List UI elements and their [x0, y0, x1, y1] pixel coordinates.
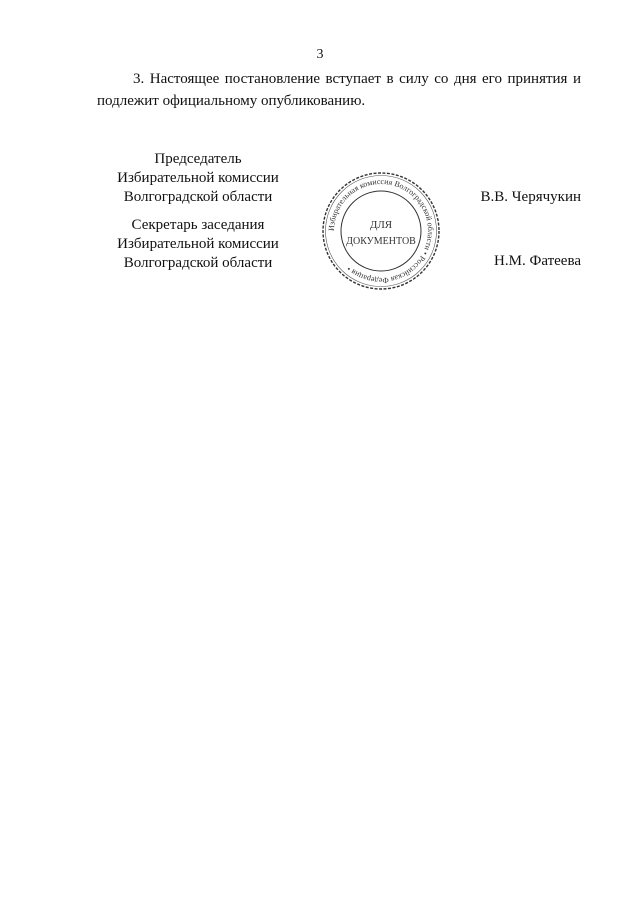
chairman-title-line: Волгоградской области — [123, 189, 273, 205]
secretary-title-line: Избирательной комиссии — [117, 236, 279, 252]
paragraph-line-2: подлежит официальному опубликованию. — [97, 93, 366, 109]
body-paragraph — [97, 68, 581, 112]
seal-outer-ring — [323, 173, 439, 289]
secretary-title-line: Волгоградской области — [123, 255, 273, 271]
seal-inner-ring — [341, 191, 421, 271]
official-seal-stamp — [320, 170, 442, 292]
chairman-name: В.В. Черячукин — [480, 189, 581, 205]
secretary-title-block — [98, 216, 298, 273]
seal-center-line-2: ДОКУМЕНТОВ — [346, 236, 416, 247]
seal-ring-text: Избирательная комиссия Волгоградской области • Российская Федерация • — [326, 176, 436, 286]
seal-outer-ring-inner — [326, 176, 437, 287]
secretary-name: Н.М. Фатеева — [494, 253, 581, 269]
chairman-title-block — [98, 150, 298, 207]
seal-center-line-1: ДЛЯ — [369, 219, 393, 231]
page-number: 3 — [316, 47, 324, 62]
chairman-title-line: Председатель — [154, 151, 242, 167]
chairman-title-line: Избирательной комиссии — [117, 170, 279, 186]
paragraph-line-1: 3. Настоящее постановление вступает в силу со дня его принятия и — [133, 71, 581, 87]
secretary-title-line: Секретарь заседания — [131, 217, 265, 233]
